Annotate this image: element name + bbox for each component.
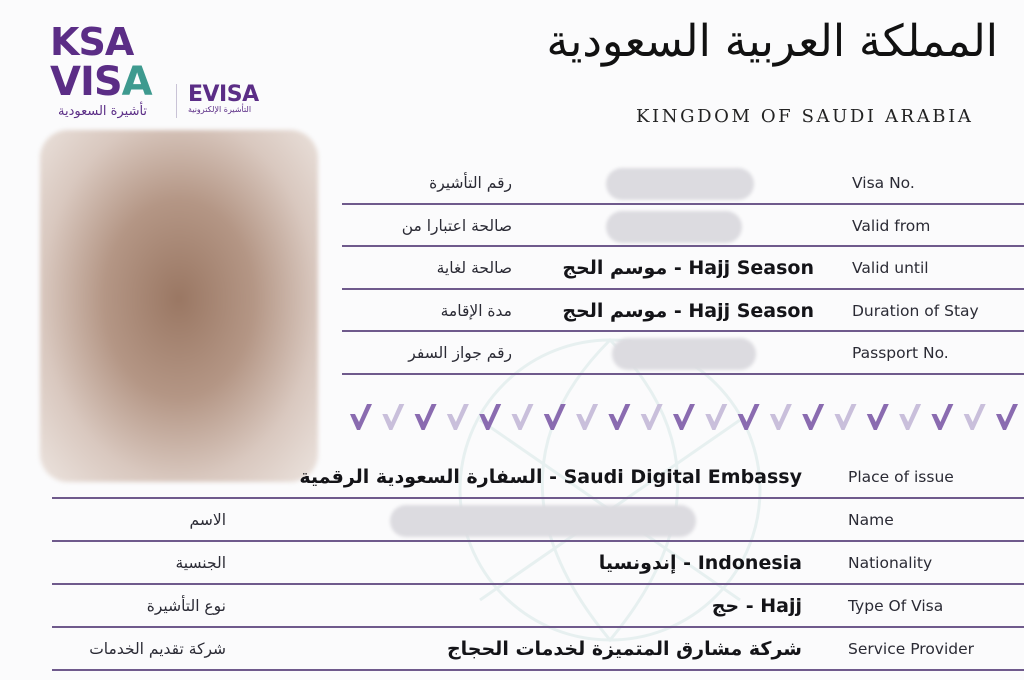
field-label-en: Type Of Visa — [848, 597, 944, 615]
field-divider — [342, 203, 1024, 205]
field-label-en: Valid from — [852, 216, 931, 235]
evisa-arabic-subtitle: التأشيرة الإلكترونية — [188, 105, 252, 114]
field-value: Hajj - حج — [711, 595, 802, 617]
field-divider — [52, 626, 1024, 628]
checkmark-icon — [802, 404, 824, 430]
field-label-ar: نوع التأشيرة — [146, 597, 226, 615]
field-label-ar: صالحة لغاية — [436, 259, 512, 277]
logo-text-visa — [50, 59, 180, 105]
kingdom-english-title: KINGDOM OF SAUDI ARABIA — [636, 106, 974, 127]
applicant-photo-blurred — [40, 130, 318, 482]
field-label-en: Duration of Stay — [852, 301, 979, 320]
logo-divider — [176, 84, 177, 118]
checkmark-icon — [544, 404, 566, 430]
checkmark-icon — [512, 404, 534, 430]
logo-text-ksa: KSA — [50, 20, 134, 64]
logo-visa-word: VISA — [50, 59, 152, 105]
field-label-ar: الجنسية — [175, 554, 226, 572]
checkmark-icon — [350, 404, 372, 430]
field-divider — [52, 583, 1024, 585]
field-label-en: Valid until — [852, 259, 929, 277]
checkmark-icon — [415, 404, 437, 430]
field-label-ar: رقم جواز السفر — [408, 344, 512, 362]
redacted-value — [606, 168, 754, 200]
checkmark-icon — [770, 404, 792, 430]
field-value: Hajj Season - موسم الحج — [562, 299, 814, 322]
logo-arabic-subtitle: تأشيرة السعودية — [58, 104, 148, 119]
checkmark-icon — [835, 404, 857, 430]
field-label-en: Visa No. — [852, 174, 915, 192]
field-divider — [342, 288, 1024, 290]
field-label-ar: الاسم — [189, 511, 226, 529]
checkmark-icon — [447, 404, 469, 430]
field-label-ar: صالحة اعتبارا من — [401, 216, 512, 235]
field-divider — [342, 245, 1024, 247]
checkmark-icon — [382, 404, 404, 430]
checkmark-icon — [673, 404, 695, 430]
field-divider — [52, 497, 1024, 499]
field-value: Saudi Digital Embassy - السفارة السعودية الرقمية — [299, 466, 802, 488]
field-label-ar: مدة الإقامة — [440, 301, 512, 320]
checkmark-icon — [931, 404, 953, 430]
redacted-value — [612, 338, 756, 370]
field-value: شركة مشارق المتميزة لخدمات الحجاج — [446, 638, 802, 660]
field-label-ar: شركة تقديم الخدمات — [89, 640, 226, 658]
field-label-ar: رقم التأشيرة — [429, 174, 512, 192]
field-divider — [342, 373, 1024, 375]
redacted-value — [606, 211, 742, 243]
field-divider — [342, 330, 1024, 332]
redacted-value — [390, 505, 696, 537]
field-label-en: Service Provider — [848, 640, 975, 658]
checkmark-icon — [576, 404, 598, 430]
checkmark-icon — [479, 404, 501, 430]
field-value: Indonesia - إندونسيا — [598, 552, 802, 574]
field-label-en: Name — [848, 511, 894, 529]
evisa-text: EVISA — [188, 82, 259, 107]
checkmark-icon — [641, 404, 663, 430]
kingdom-arabic-title: المملكة العربية السعودية — [546, 16, 998, 67]
field-divider — [52, 669, 1024, 671]
checkmark-icon — [705, 404, 727, 430]
checkmark-icon — [738, 404, 760, 430]
ksa-visa-logo — [50, 22, 180, 119]
field-value: Hajj Season - موسم الحج — [562, 257, 814, 279]
field-label-en: Passport No. — [852, 344, 949, 362]
checkmark-icon — [899, 404, 921, 430]
checkmark-icon — [964, 404, 986, 430]
evisa-logo — [188, 82, 278, 114]
checkmark-icon — [996, 404, 1018, 430]
checkmark-band — [346, 400, 1024, 436]
field-divider — [52, 540, 1024, 542]
field-label-en: Nationality — [848, 554, 933, 572]
checkmark-icon — [867, 404, 889, 430]
checkmark-icon — [608, 404, 630, 430]
field-label-en: Place of issue — [848, 468, 954, 486]
